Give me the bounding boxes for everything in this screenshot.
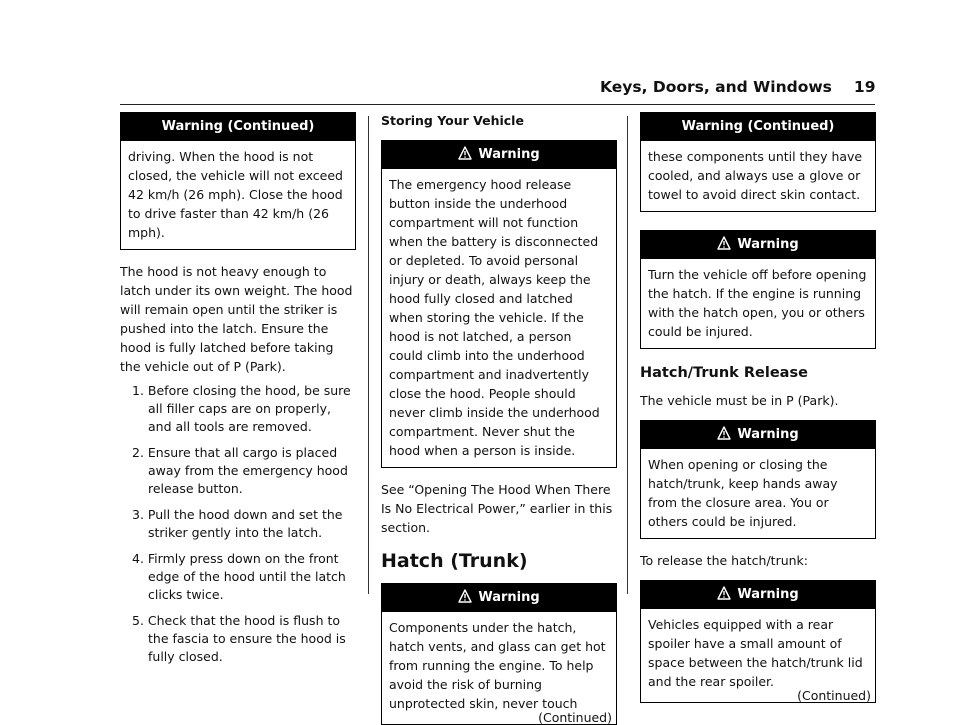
page-number: 19 <box>853 78 876 96</box>
warning-body: When opening or closing the hatch/trunk, keep hands away from the closure area. You or others could be injured. <box>648 457 838 529</box>
warning-icon <box>458 589 472 603</box>
warning-title: Warning <box>478 590 540 605</box>
warning-title: Warning <box>737 587 799 602</box>
warning-body: these components until they have cooled, and always use a glove or towel to avoid direct skin contact. <box>648 149 863 202</box>
warning-icon <box>717 586 731 600</box>
warning-box-rear-spoiler <box>640 580 876 703</box>
warning-box-continued <box>640 112 876 212</box>
warning-body: Components under the hatch, hatch vents, and glass can get hot from running the engine. To help avoid the risk of burning unprotected skin, never touch <box>389 620 606 711</box>
continued-label: (Continued) <box>538 710 612 725</box>
hatch-trunk-heading: Hatch (Trunk) <box>381 550 528 572</box>
warning-body: Turn the vehicle off before opening the hatch. If the engine is running with the hatch open, you or others could be injured. <box>648 267 867 339</box>
park-requirement-text: The vehicle must be in P (Park). <box>640 393 839 408</box>
step-item: 2. Ensure that all cargo is placed away from the emergency hood release button. <box>132 445 348 496</box>
column-divider-1 <box>368 116 369 594</box>
warning-title: Warning <box>478 147 540 162</box>
step-item: 3. Pull the hood down and set the striker gently into the latch. <box>132 507 343 540</box>
column-1 <box>120 112 356 674</box>
column-divider-2 <box>627 116 628 594</box>
release-intro-text: To release the hatch/trunk: <box>640 553 808 568</box>
hatch-release-heading: Hatch/Trunk Release <box>640 365 808 381</box>
warning-box-vehicle-off <box>640 230 876 349</box>
warning-box-closure-area <box>640 420 876 539</box>
column-3 <box>640 112 876 703</box>
warning-icon <box>717 426 731 440</box>
page-header <box>600 78 875 96</box>
header-rule <box>120 104 875 105</box>
hood-latch-paragraph: The hood is not heavy enough to latch under its own weight. The hood will remain open until the striker is pushed into the latch. Ensure the hood is fully latched before taking the vehicle out of P (Park). <box>120 264 353 374</box>
warning-box-hot-components <box>381 583 617 725</box>
warning-box-storing <box>381 140 617 468</box>
continued-label: (Continued) <box>797 688 871 703</box>
warning-icon <box>717 236 731 250</box>
warning-title: Warning <box>737 237 799 252</box>
step-item: 1. Before closing the hood, be sure all filler caps are on properly, and all tools are removed. <box>132 383 351 434</box>
warning-box-continued <box>120 112 356 250</box>
warning-title: Warning <box>737 427 799 442</box>
warning-title: Warning (Continued) <box>641 113 875 141</box>
hood-closing-steps <box>120 382 356 666</box>
storing-vehicle-subhead: Storing Your Vehicle <box>381 113 524 128</box>
warning-body: Vehicles equipped with a rear spoiler have a small amount of space between the hatch/trunk lid and the rear spoiler. <box>648 617 863 689</box>
warning-title: Warning (Continued) <box>121 113 355 141</box>
section-title: Keys, Doors, and Windows <box>600 78 832 96</box>
warning-body: driving. When the hood is not closed, the vehicle will not exceed 42 km/h (26 mph). Close the hood to drive faster than 42 km/h (26 mph). <box>128 149 343 240</box>
step-item: 5. Check that the hood is flush to the fascia to ensure the hood is fully closed. <box>132 613 346 664</box>
column-2 <box>381 112 617 725</box>
see-reference-text: See “Opening The Hood When There Is No Electrical Power,” earlier in this section. <box>381 482 613 535</box>
step-item: 4. Firmly press down on the front edge of the hood until the latch clicks twice. <box>132 551 346 602</box>
warning-icon <box>458 146 472 160</box>
warning-body: The emergency hood release button inside the underhood compartment will not function when the battery is disconnected or depleted. To avoid personal injury or death, always keep the hood fully closed and latched when storing the vehicle. If the hood is not latched, a person could climb into the underhood compartment and inadvertently close the hood. People should never climb inside the underhood compartment. Never shut the hood when a person is inside. <box>389 177 600 458</box>
